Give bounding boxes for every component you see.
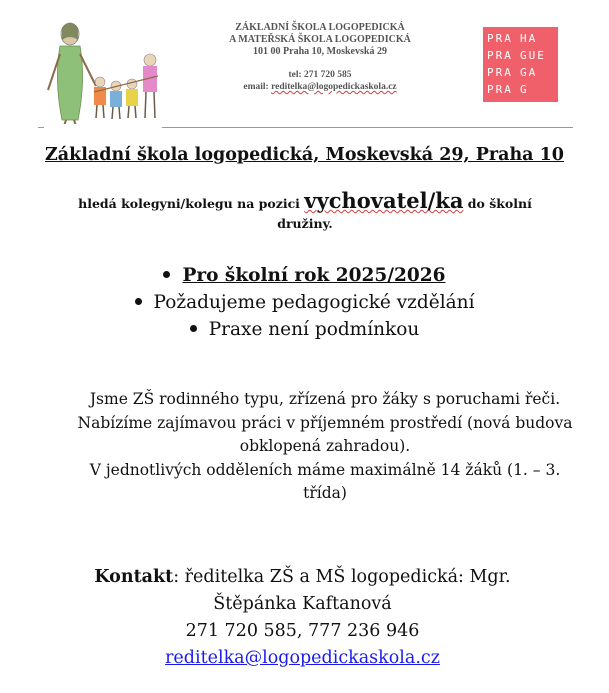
header-email: reditelka@logopedickaskola.cz: [271, 82, 397, 92]
contact-phones: 271 720 585, 777 236 946: [185, 621, 420, 641]
school-email-line: [175, 81, 465, 93]
seeking-statement: [55, 188, 555, 234]
seeking-post: do školní družiny.: [277, 196, 532, 231]
bullet-text: Praxe není podmínkou: [208, 319, 420, 340]
list-item: [0, 289, 609, 316]
list-item: [0, 262, 609, 289]
school-address-block: [175, 22, 465, 93]
requirements-list: [0, 262, 609, 343]
contact-email-link[interactable]: reditelka@logopedickaskola.cz: [165, 648, 440, 668]
school-logo-children-drawing: [38, 20, 164, 128]
bullet-icon: [190, 325, 197, 332]
letterhead: [0, 0, 609, 130]
description-line2: V jednotlivých odděleních máme maximálně 14 žáků (1. – 3. třída): [89, 460, 561, 502]
ad-title: Základní škola logopedická, Moskevská 29, Praha 10: [45, 145, 564, 165]
contact-label: Kontakt: [94, 567, 174, 587]
email-prefix: email:: [243, 82, 272, 92]
bullet-icon: [135, 298, 142, 305]
description-paragraph: [70, 388, 580, 506]
description-line1: Jsme ZŠ rodinného typu, zřízená pro žáky s poruchami řeči. Nabízíme zajímavou práci v příjemném prostředí (nová budova obklopená zahradou).: [77, 390, 573, 455]
praha-city-logo: PRA HA PRA GUE PRA GA PRA G: [483, 27, 558, 102]
school-phone: tel: 271 720 585: [288, 70, 352, 80]
contact-block: [70, 564, 535, 672]
school-name-line1: ZÁKLADNÍ ŠKOLA LOGOPEDICKÁ: [235, 22, 405, 33]
contact-text: : ředitelka ZŠ a MŠ logopedická: Mgr. Štěpánka Kaftanová: [173, 567, 511, 614]
school-name-line2: A MATEŘSKÁ ŠKOLA LOGOPEDICKÁ: [229, 34, 411, 45]
list-item: [0, 316, 609, 343]
bullet-text: Požadujeme pedagogické vzdělání: [153, 292, 475, 313]
seeking-pre: hledá kolegyni/kolegu na pozici: [78, 196, 305, 211]
school-address: 101 00 Praha 10, Moskevská 29: [253, 46, 387, 57]
bullet-text: Pro školní rok 2025/2026: [182, 265, 446, 286]
job-position: vychovatel/ka: [304, 188, 464, 213]
bullet-icon: [163, 271, 170, 278]
